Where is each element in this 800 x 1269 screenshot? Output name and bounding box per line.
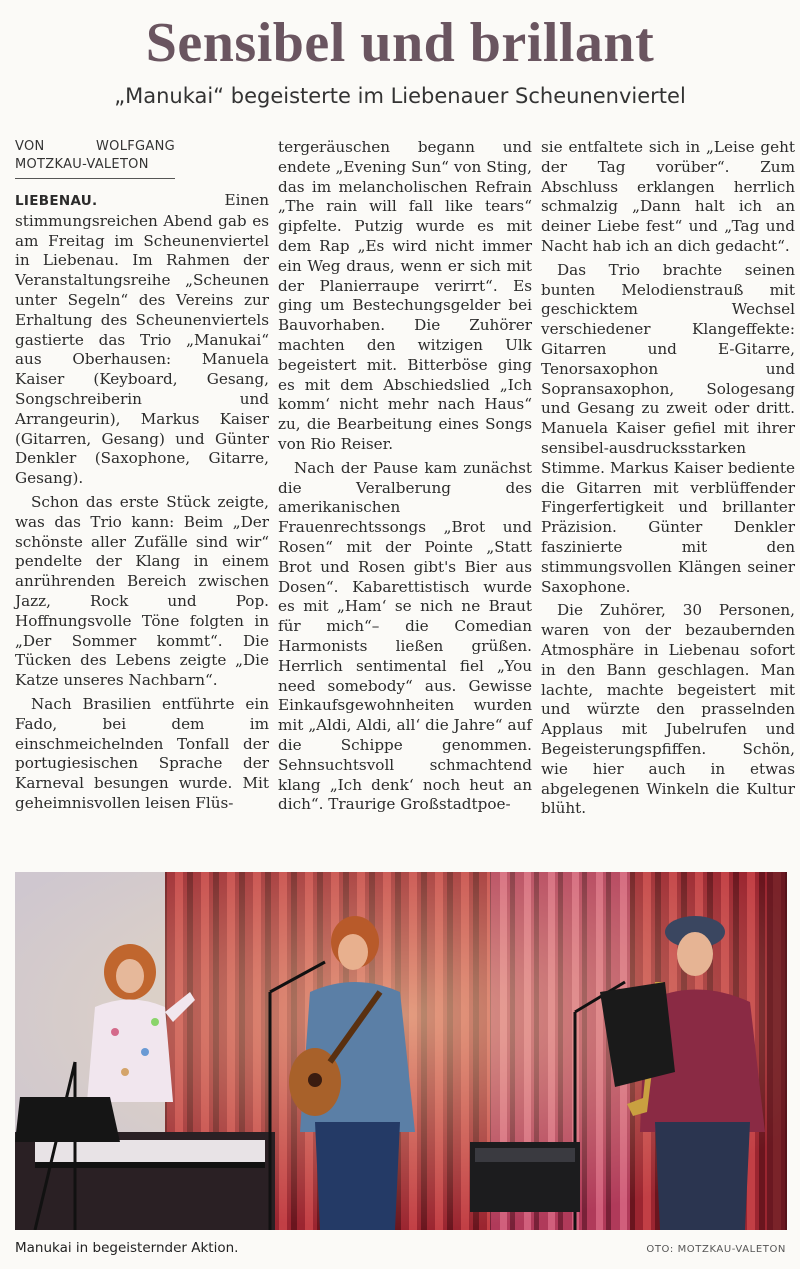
article-column-1 — [15, 138, 269, 814]
paragraph: Nach der Pause kam zunächst die Veralberung des amerikanischen Frauenrechtssongs „Brot und Rosen“ mit der Pointe „Statt Brot und Rosen gibt's Bier aus Dosen“. Kabarettistisch wurde es mit „Ham‘ se nich ne Braut für mich“– die Comedian Harmonists ließen grüßen. Herrlich sentimental fiel „You need somebody“ aus. Gewisse Einkaufsgewohnheiten wurden mit „Aldi, Aldi, all‘ die Jahre“ auf die Schippe genommen. Sehnsuchtsvoll schmachtend klang „Ich denk‘ noch heut an dich“. Traurige Großstadtpoe- — [278, 458, 532, 814]
concert-photo — [15, 872, 787, 1230]
paragraph: Nach Brasilien entführte ein Fado, bei dem im einschmeichelnden Tonfall der portugiesischen Sprache der Karneval besungen wurde. Mit geheimnisvollen leisen Flüs- — [15, 694, 269, 812]
paragraph: Schon das erste Stück zeigte, was das Trio kann: Beim „Der schönste aller Zufälle sind wir“ pendelte der Klang in einem anrührenden Bereich zwischen Jazz, Rock und Pop. Hoffnungsvolle Töne folgten in „Der Sommer kommt“. Die Tücken des Lebens zeigte „Die Katze unseres Nachbarn“. — [15, 492, 269, 690]
photo-caption: Manukai in begeisternder Aktion. — [15, 1240, 239, 1256]
paragraph: sie entfaltete sich in „Leise geht der Tag vorüber“. Zum Abschluss erklangen herrlich schmalzig „Dann halt ich an deiner Liebe fest“ und „Tag und Nacht hab ich an dich gedacht“. — [541, 138, 795, 255]
dateline: LIEBENAU. — [15, 193, 98, 209]
subheadline: „Manukai“ begeisterte im Liebenauer Scheunenviertel — [114, 84, 686, 108]
headline: Sensibel und brillant — [145, 12, 655, 74]
paragraph: Die Zuhörer, 30 Personen, waren von der bezaubernden Atmosphäre in Liebenau sofort in den Bann geschlagen. Man lachte, machte begeistert mit und würzte den prasselnden Applaus mit Jubelrufen und Begeisterungspfiffen. Schön, wie hier auch in etwas abgelegenen Winkeln die Kultur blüht. — [541, 601, 795, 818]
concert-photo-illustration — [15, 872, 787, 1230]
article-column-3 — [541, 138, 795, 819]
paragraph: tergeräuschen begann und endete „Evening Sun“ von Sting, das im melancholischen Refrain „The rain will fall like tears“ gipfelte. Putzig wurde es mit dem Rap „Es wird nicht immer ein Weg draus, wenn er sich mit der Planierraupe verirrt“. Es ging um Bestechungsgelder bei Bauvorhaben. Die Zuhörer machten den witzigen Ulk begeistert mit. Bitterböse ging es mit dem Abschiedslied „Ich komm‘ nicht mehr nach Haus“ zu, die Bearbeitung eines Songs von Rio Reiser. — [278, 138, 532, 453]
paragraph-text: Einen stimmungsreichen Abend gab es am Freitag im Scheunenviertel in Liebenau. Im Rahmen der Veranstaltungsreihe „Scheunen unter Segeln“ des Vereins zur Erhaltung des Scheunenviertels gastierte das Trio „Manukai“ aus Oberhausen: Manuela Kaiser (Keyboard, Gesang, Songschreiberin und Arrangeurin), Markus Kaiser (Gitarren, Gesang) und Günter Denkler (Saxophone, Gitarre, Gesang). — [15, 191, 269, 488]
article-column-2 — [278, 138, 532, 815]
paragraph: Das Trio brachte seinen bunten Melodienstrauß mit geschicktem Wechsel verschiedener Klangeffekte: Gitarren und E-Gitarre, Tenorsaxophon und Sopransaxophon, Sologesang und Gesang zu zweit oder dritt. Manuela Kaiser gefiel mit ihrer sensibel-ausdrucksstarken Stimme. Markus Kaiser bediente die Gitarren mit verblüffender Fingerfertigkeit und brillanter Präzision. Günter Denkler faszinierte mit den stimmungsvollen Klängen seiner Saxophone. — [541, 260, 795, 596]
byline: VON WOLFGANG MOTZKAU-VALETON — [15, 138, 175, 179]
photo-credit: OTO: MOTZKAU-VALETON — [646, 1244, 786, 1255]
paragraph-intro — [15, 191, 269, 489]
